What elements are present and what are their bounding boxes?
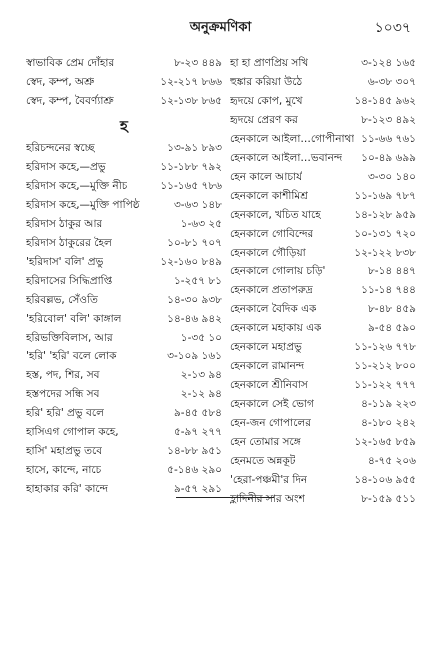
entry-text: হরিভক্তিবিলাস, আর [26,331,113,344]
entry-reference: ৯-৫৪ ৫৯০ [367,322,416,335]
entry-reference: ১৪-৪৬ ৯৪২ [167,312,222,325]
entry-reference: ৫-৯৭ ২৭৭ [173,426,222,439]
entry-text: হাহাকার করি' কান্দে [26,483,109,496]
entry-reference: ১২-১৩৮ ৮৬৫ [160,94,222,107]
entry-text: হেনকালে শ্রীনিবাস [230,379,308,392]
index-entry [230,358,416,374]
index-entry [230,301,416,317]
index-entry [26,443,222,459]
entry-reference: ৩-৬৩ ১৪৮ [173,198,222,211]
index-entry [26,254,222,270]
index-entry [26,481,222,497]
entry-reference: ৩-১২৪ ১৬৫ [361,57,416,69]
entry-reference: ৮-১৪ ৪৪৭ [367,265,416,278]
entry-reference: ৩-৩০ ১৪০ [367,170,416,183]
entry-reference: ৮-১৫৯ ৫১১ [361,492,416,505]
index-entry [230,396,416,412]
index-entry [230,131,416,147]
section-letter: হ [120,117,128,135]
entry-text: হা হা প্রাণপ্রিয় সখি [230,57,309,69]
entry-reference: ১৪-১২৮ ৯৫৯ [354,208,416,221]
entry-reference: ১২-১৬৫ ৮৫৯ [354,436,416,448]
entry-reference: ৬-৩৮ ৩০৭ [367,75,416,88]
entry-text: হেনকালে গৌড়িয়া [230,246,306,259]
index-entry [26,348,222,364]
entry-text: হেনকালে মহাপ্রভু [230,341,302,354]
index-entry [230,169,416,185]
index-entry [230,207,416,223]
index-entry [230,339,416,355]
index-entry [26,197,222,213]
entry-text: হৃদয়ে কোপ, মুখে [230,94,303,107]
entry-text: হেনকালে রামানন্দ [230,360,305,373]
entry-reference: ৪-৭৫ ২০৬ [367,454,416,467]
index-entry [230,434,416,450]
entry-reference: ৮-৪৮ ৪৫৯ [367,303,416,316]
entry-text: হস্ত, পদ, শির, সব [26,369,100,382]
entry-text: হরিদাস ঠাকুরের হৈল [26,236,112,249]
index-entry [230,150,416,166]
entry-reference: ৮-২৩ ৪৪৯ [173,57,222,69]
page-number: ১০৩৭ [374,20,411,36]
index-entry [26,330,222,346]
entry-reference: ১৪-৩০ ৯৩৮ [167,293,222,306]
index-entry [230,491,416,507]
index-entry [26,178,222,194]
entry-text: হরিচন্দনের স্বচ্ছে [26,142,95,154]
index-entry [230,472,416,488]
index-entry [26,273,222,289]
index-entry [26,235,222,251]
index-entry [26,74,222,90]
index-entry [26,462,222,478]
index-entry [26,292,222,308]
entry-text: স্বাভাবিক প্রেম দোঁহার [26,57,115,69]
entry-text: হেনকালে আইলা…গোপীনাথা [230,132,355,145]
entry-text: হরিদাস কহে,—মুক্তি পাপিষ্ঠ [26,198,140,211]
index-entry [230,55,416,71]
index-entry [26,311,222,327]
entry-reference: ১৪-১৪৫ ৯৬২ [354,94,416,107]
entry-text: হেনকালে আইলা…ভবানন্দ [230,151,343,164]
index-entry [26,140,222,156]
entry-reference: ৫-১৪৬ ২৯০ [167,464,222,477]
entry-reference: ১১-১৬৫ ৭৮৬ [160,179,222,192]
index-entry [26,367,222,383]
entry-reference: ৪-১৮০ ২৪২ [361,417,416,430]
entry-reference: ২-১৩ ৯৪ [180,369,222,382]
entry-reference: ১১-২১২ ৮০০ [354,360,416,373]
entry-reference: ১-৩৫ ১০ [180,331,222,344]
entry-text: 'হেরা-পঞ্চমী'র দিন [230,473,308,486]
entry-text: হেন-জন গোপালের [230,417,312,430]
entry-reference: ১-৬৩ ২৫ [180,217,222,230]
index-entry [230,112,416,128]
entry-reference: ১১-১২২ ৭৭৭ [354,379,416,392]
index-entry [26,93,222,109]
entry-reference: ১৪-১০৬ ৯৫৫ [354,473,416,486]
entry-text: হরিদাসের সিদ্ধিপ্রাপ্তি [26,274,113,287]
entry-text: স্বেদ, কম্প, বৈবর্ণ্যাশ্রু [26,94,114,107]
entry-text: হরিদাস কহে,—প্রভু [26,160,106,173]
entry-reference: ১০-১৩১ ৭২০ [354,227,416,240]
entry-text: হ্লাদিনীর সার অংশ [230,492,305,505]
entry-text: হরিদাস ঠাকুর আর [26,217,103,230]
entry-reference: ৯-৫৭ ২৯১ [173,483,222,496]
index-entry [230,188,416,204]
entry-text: হেন তোমার সঙ্গে [230,436,301,448]
entry-text: হস্তপদের সন্ধি সব [26,388,100,401]
index-entry [230,74,416,90]
index-entry [26,216,222,232]
entry-text: হরিদাস কহে,—মুক্তি নীচ [26,179,128,192]
entry-reference: ৩-১০৯ ১৬১ [167,350,222,363]
entry-text: হেনকালে প্রতাপরুদ্র [230,284,313,297]
entry-text: হেনকালে কাশীমিশ্র [230,189,308,202]
entry-text: হেন কালে আচার্য [230,170,303,183]
entry-text: হরি' হরি' প্রভু বলে [26,407,104,420]
entry-text: 'হরিবোল' বলি' কাঙ্গাল [26,312,122,325]
index-entry [26,55,222,71]
entry-reference: ১২-১২২ ৮৩৮ [354,246,416,259]
entry-reference: ১১-১৬৯ ৭৮৭ [354,189,416,202]
index-entry [230,93,416,109]
index-entry [230,282,416,298]
entry-reference: ১-২৫৭ ৮১ [173,274,222,287]
entry-reference: ১৪-৮৮ ৯৫১ [167,445,222,458]
entry-text: হেনকালে, খচিত যাহে [230,208,321,221]
index-entry [230,245,416,261]
entry-text: হেনকালে গোবিন্দের [230,227,314,240]
entry-text: হেনকালে সেই ভোগ [230,398,314,411]
index-entry [230,377,416,393]
entry-reference: ১২-২১৭ ৮৬৬ [160,75,222,88]
entry-reference: ১০-৮১ ৭০৭ [167,236,222,249]
entry-reference: ১০-৪৯ ৬৯৯ [361,151,416,164]
entry-reference: ৯-৪৫ ৫৮৪ [173,407,222,420]
entry-reference: ৪-১১৯ ২২৩ [361,398,416,411]
index-entry [230,263,416,279]
entry-text: হুঙ্কার করিয়া উঠে [230,75,303,88]
entry-text: হেনমতে অন্নকূট [230,454,296,467]
index-entry [230,226,416,242]
entry-text: 'হরিদাস' বলি' প্রভু [26,255,104,268]
entry-reference: ১১-১৮৮ ৭৯২ [160,160,222,173]
entry-reference: ১১-১২৬ ৭৭৮ [354,341,416,354]
entry-text: হরিবল্লভ, সেঁওতি [26,293,98,306]
entry-text: 'হরি' 'হরি' বলে লোক [26,350,117,363]
entry-reference: ১১-৬৬ ৭৬১ [361,132,416,145]
entry-text: স্বেদ, কম্প, অশ্রু [26,75,95,88]
entry-reference: ২-১২ ৯৪ [180,388,222,401]
entry-reference: ১১-১৪ ৭৪৪ [361,284,416,297]
index-entry [230,320,416,336]
entry-reference: ৮-১২৩ ৪৯২ [361,113,416,126]
index-entry [230,453,416,469]
entry-text: হৃদয়ে প্রেরণ কর [230,113,298,126]
index-entry [26,424,222,440]
entry-text: হাসে, কান্দে, নাচে [26,464,102,477]
entry-text: হাসিএগ গোপাল কহে, [26,426,119,439]
entry-reference: ১২-১৬০ ৮৪৯ [160,255,222,268]
entry-text: হাসি' মহাপ্রভু তবে [26,445,103,458]
index-entry [26,386,222,402]
end-divider-line [176,497,274,498]
entry-text: হেনকালে বৈদিক এক [230,303,317,316]
index-entry [26,405,222,421]
index-entry [230,415,416,431]
entry-reference: ১৩-৯১ ৮৯৩ [167,142,222,154]
page-header-title: অনুক্রমণিকা [189,20,252,35]
entry-text: হেনকালে গোলায় চড়ি' [230,265,326,278]
index-entry [26,159,222,175]
entry-text: হেনকালে মহাকায় এক [230,322,322,335]
